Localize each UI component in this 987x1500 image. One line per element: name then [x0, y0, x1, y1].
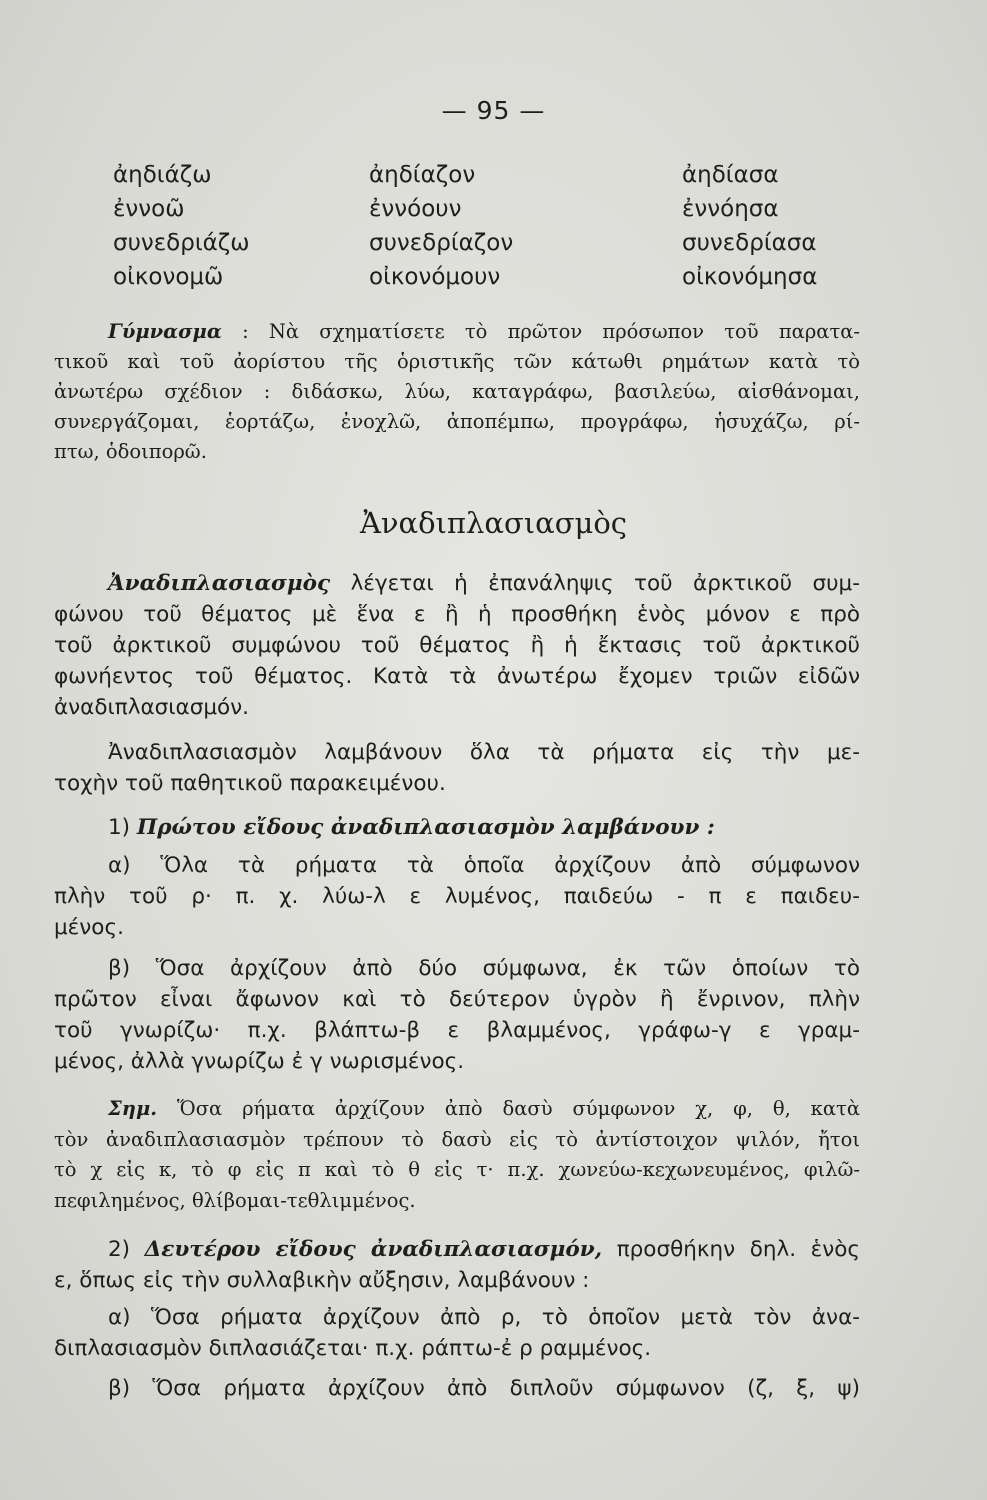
exercise-line: : Νὰ σχηματίσετε τὸ πρῶτον πρόσωπον τοῦ παρατα- [242, 320, 860, 343]
verb-present: οἰκονομῶ [113, 264, 224, 290]
definition-line: λέγεται ἡ ἐπανάληψις τοῦ ἀρκτικοῦ συμ- [350, 571, 860, 596]
second-kind-number: 2) [108, 1237, 131, 1262]
verb-aorist: ἐννόησα [682, 196, 779, 222]
first-kind-b [54, 953, 860, 1077]
second-kind-b-line: β) Ὅσα ρήματα ἀρχίζουν ἀπὸ διπλοῦν σύμφωνον (ζ, ξ, ψ) [108, 1376, 860, 1401]
first-kind-b-line: β) Ὅσα ἀρχίζουν ἀπὸ δύο σύμφωνα, ἐκ τῶν ὁποίων τὸ [108, 956, 860, 981]
exercise-line: τικοῦ καὶ τοῦ ἀορίστου τῆς ὁριστικῆς τῶν κάτωθι ρημάτων κατὰ τὸ [54, 350, 860, 373]
second-kind-b [54, 1373, 860, 1404]
verb-aorist: συνεδρίασα [682, 230, 817, 256]
note-line: Ὅσα ρήματα ἀρχίζουν ἀπὸ δασὺ σύμφωνον χ, φ, θ, κατὰ [176, 1097, 860, 1120]
note-line: τὸ χ εἰς κ, τὸ φ εἰς π καὶ τὸ θ εἰς τ· π.χ. χωνεύω-κεχωνευμένος, φιλῶ- [54, 1158, 860, 1181]
verb-present: ἐννοῶ [113, 196, 185, 222]
note-label: Σημ. [108, 1097, 158, 1120]
exercise-label: Γύμνασμα [108, 320, 222, 343]
first-kind-b-line: τοῦ γνωρίζω· π.χ. βλάπτω-β ε βλαμμένος, γράφω-γ ε γραμ- [54, 1018, 860, 1043]
page-number: — 95 — [441, 96, 546, 125]
definition-line: ἀναδιπλασιασμόν. [54, 695, 250, 720]
definition-line: φώνου τοῦ θέματος μὲ ἕνα ε ἢ ἡ προσθήκη ἑνὸς μόνον ε πρὸ [54, 602, 860, 627]
verb-present: συνεδριάζω [113, 230, 250, 256]
verb-row [0, 192, 987, 226]
participle-paragraph [54, 737, 860, 799]
first-kind-heading: Πρώτου εἴδους ἀναδιπλασιασμὸν λαμβάνουν : [136, 815, 715, 840]
verb-imperfect: ἀηδίαζον [369, 162, 476, 188]
verb-imperfect: ἐννόουν [369, 196, 462, 222]
exercise-line: πτω, ὁδοιπορῶ. [54, 440, 207, 463]
first-kind-a [54, 850, 860, 943]
exercise-line: ἀνωτέρω σχέδιον : διδάσκω, λύω, καταγράφω, βασιλεύω, αἰσθάνομαι, [54, 380, 860, 403]
verb-imperfect: οἰκονόμουν [369, 264, 501, 290]
verb-imperfect: συνεδρίαζον [369, 230, 514, 256]
verb-row [0, 260, 987, 294]
second-kind-line: προσθήκην δηλ. ἑνὸς [616, 1237, 860, 1262]
exercise-paragraph [54, 317, 860, 467]
first-kind-number: 1) [108, 815, 131, 840]
second-kind-a [54, 1302, 860, 1364]
note-paragraph [54, 1094, 860, 1216]
first-kind-b-line: μένος, ἀλλὰ γνωρίζω ἐ γ νωρισμένος. [54, 1049, 465, 1074]
definition-line: τοῦ ἀρκτικοῦ συμφώνου τοῦ θέματος ἢ ἡ ἔκτασις τοῦ ἀρκτικοῦ [54, 633, 860, 658]
participle-line: τοχὴν τοῦ παθητικοῦ παρακειμένου. [54, 771, 446, 796]
first-kind-a-line: α) Ὅλα τὰ ρήματα τὰ ὁποῖα ἀρχίζουν ἀπὸ σύμφωνον [108, 853, 860, 878]
second-kind-paragraph [54, 1234, 860, 1296]
note-line: τὸν ἀναδιπλασιασμὸν τρέπουν τὸ δασὺ εἰς τὸ ἀντίστοιχον ψιλόν, ἤτοι [54, 1127, 860, 1151]
verb-row [0, 158, 987, 192]
verb-table [0, 158, 987, 294]
first-kind-a-line: μένος. [54, 915, 124, 940]
verb-aorist: ἀηδίασα [682, 162, 779, 188]
first-kind-title [54, 812, 860, 843]
definition-line: φωνήεντος τοῦ θέματος. Κατὰ τὰ ἀνωτέρω ἔχομεν τριῶν εἰδῶν [54, 664, 860, 689]
verb-aorist: οἰκονόμησα [682, 264, 818, 290]
participle-line: Ἀναδιπλασιασμὸν λαμβάνουν ὅλα τὰ ρήματα εἰς τὴν με- [108, 740, 860, 765]
section-heading: Ἀναδιπλασιασμὸς [359, 506, 628, 540]
second-kind-line: ε, ὅπως εἰς τὴν συλλαβικὴν αὔξησιν, λαμβάνουν : [54, 1268, 590, 1293]
first-kind-a-line: πλὴν τοῦ ρ· π. χ. λύω-λ ε λυμένος, παιδεύω - π ε παιδευ- [54, 884, 860, 909]
definition-term: Ἀναδιπλασιασμὸς [108, 571, 331, 596]
definition-paragraph [54, 568, 860, 723]
verb-present: ἀηδιάζω [113, 162, 212, 188]
note-line: πεφιλημένος, θλίβομαι-τεθλιμμένος. [54, 1188, 416, 1212]
second-kind-a-line: διπλασιασμὸν διπλασιάζεται· π.χ. ράπτω-ἐ ρ ραμμένος. [54, 1336, 652, 1361]
second-kind-heading: Δευτέρου εἴδους ἀναδιπλασιασμόν, [144, 1237, 603, 1262]
exercise-line: συνεργάζομαι, ἑορτάζω, ἐνοχλῶ, ἀποπέμπω, προγράφω, ἡσυχάζω, ρί- [54, 410, 860, 433]
verb-row [0, 226, 987, 260]
second-kind-a-line: α) Ὅσα ρήματα ἀρχίζουν ἀπὸ ρ, τὸ ὁποῖον μετὰ τὸν ἀνα- [108, 1305, 860, 1330]
first-kind-b-line: πρῶτον εἶναι ἄφωνον καὶ τὸ δεύτερον ὑγρὸν ἢ ἔνρινον, πλὴν [54, 987, 860, 1012]
